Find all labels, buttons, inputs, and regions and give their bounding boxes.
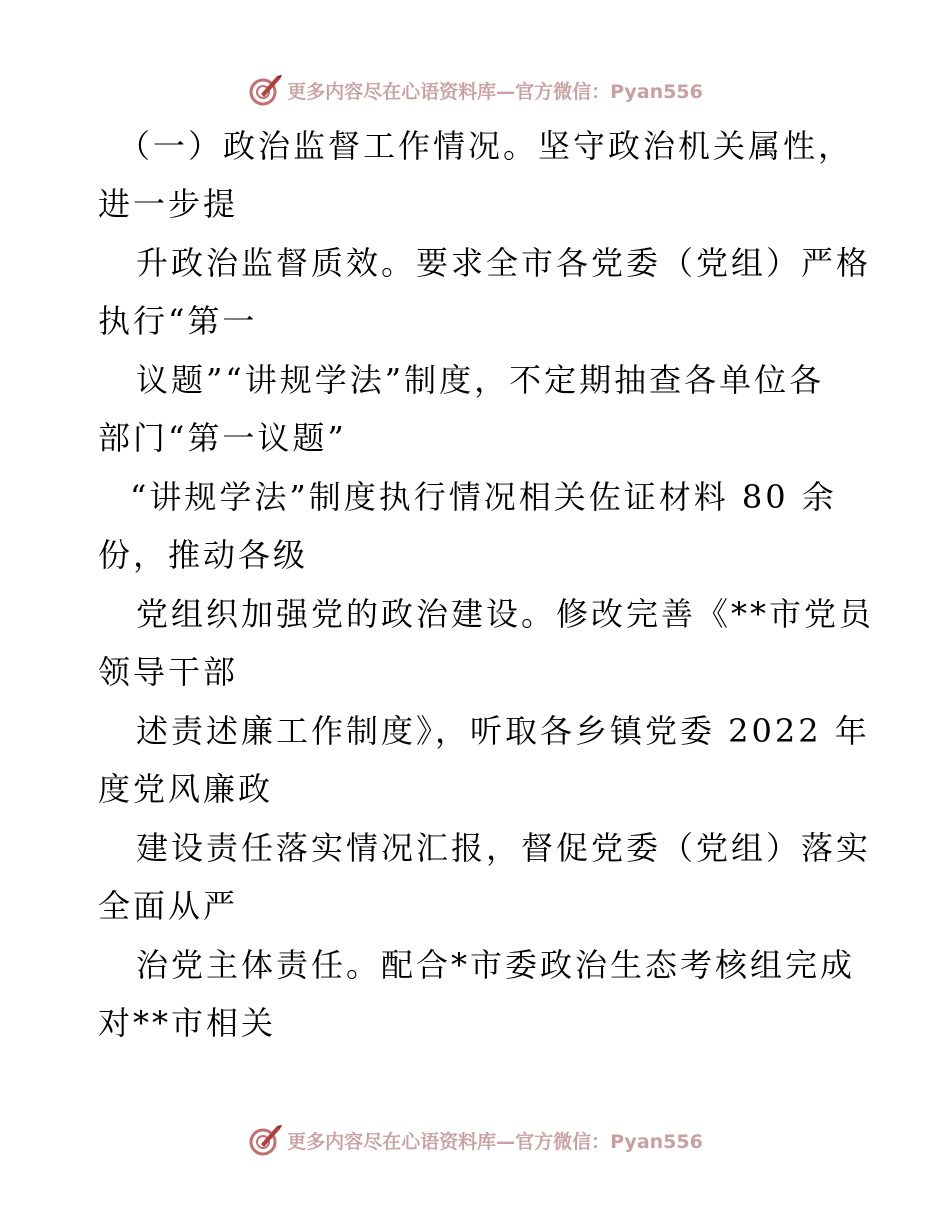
body-line: 对**市相关 [98,1004,277,1042]
body-line: （一）政治监督工作情况。坚守政治机关属性， [118,127,854,165]
body-line: 份，推动各级 [98,536,309,574]
body-line: 执行“第一 [98,302,258,340]
body-line: 全面从严 [98,887,239,925]
body-line: 党组织加强党的政治建设。修改完善《**市党员 [136,595,875,633]
body-line: 建设责任落实情况汇报，督促党委（党组）落实 [136,829,872,867]
body-line: 述责述廉工作制度》，听取各乡镇党委 2022 年 [136,712,870,750]
body-line: 进一步提 [98,185,239,223]
body-line: 度党风廉政 [98,770,274,808]
body-line: 领导干部 [98,653,239,691]
body-line: 部门“第一议题” [98,419,347,457]
footer-watermark [0,1120,950,1160]
body-line: 议题”“讲规学法”制度，不定期抽查各单位各 [136,361,825,399]
watermark-text: 更多内容尽在心语资料库—官方微信：Pyan556 [287,1130,703,1153]
body-line: “讲规学法”制度执行情况相关佐证材料 80 余 [130,478,837,516]
body-line: 治党主体责任。配合*市委政治生态考核组完成 [136,946,856,984]
body-line: 升政治监督质效。要求全市各党委（党组）严格 [136,244,872,282]
pen-circle-logo-icon [247,1122,283,1158]
watermark-text: 更多内容尽在心语资料库—官方微信：Pyan556 [287,80,703,103]
